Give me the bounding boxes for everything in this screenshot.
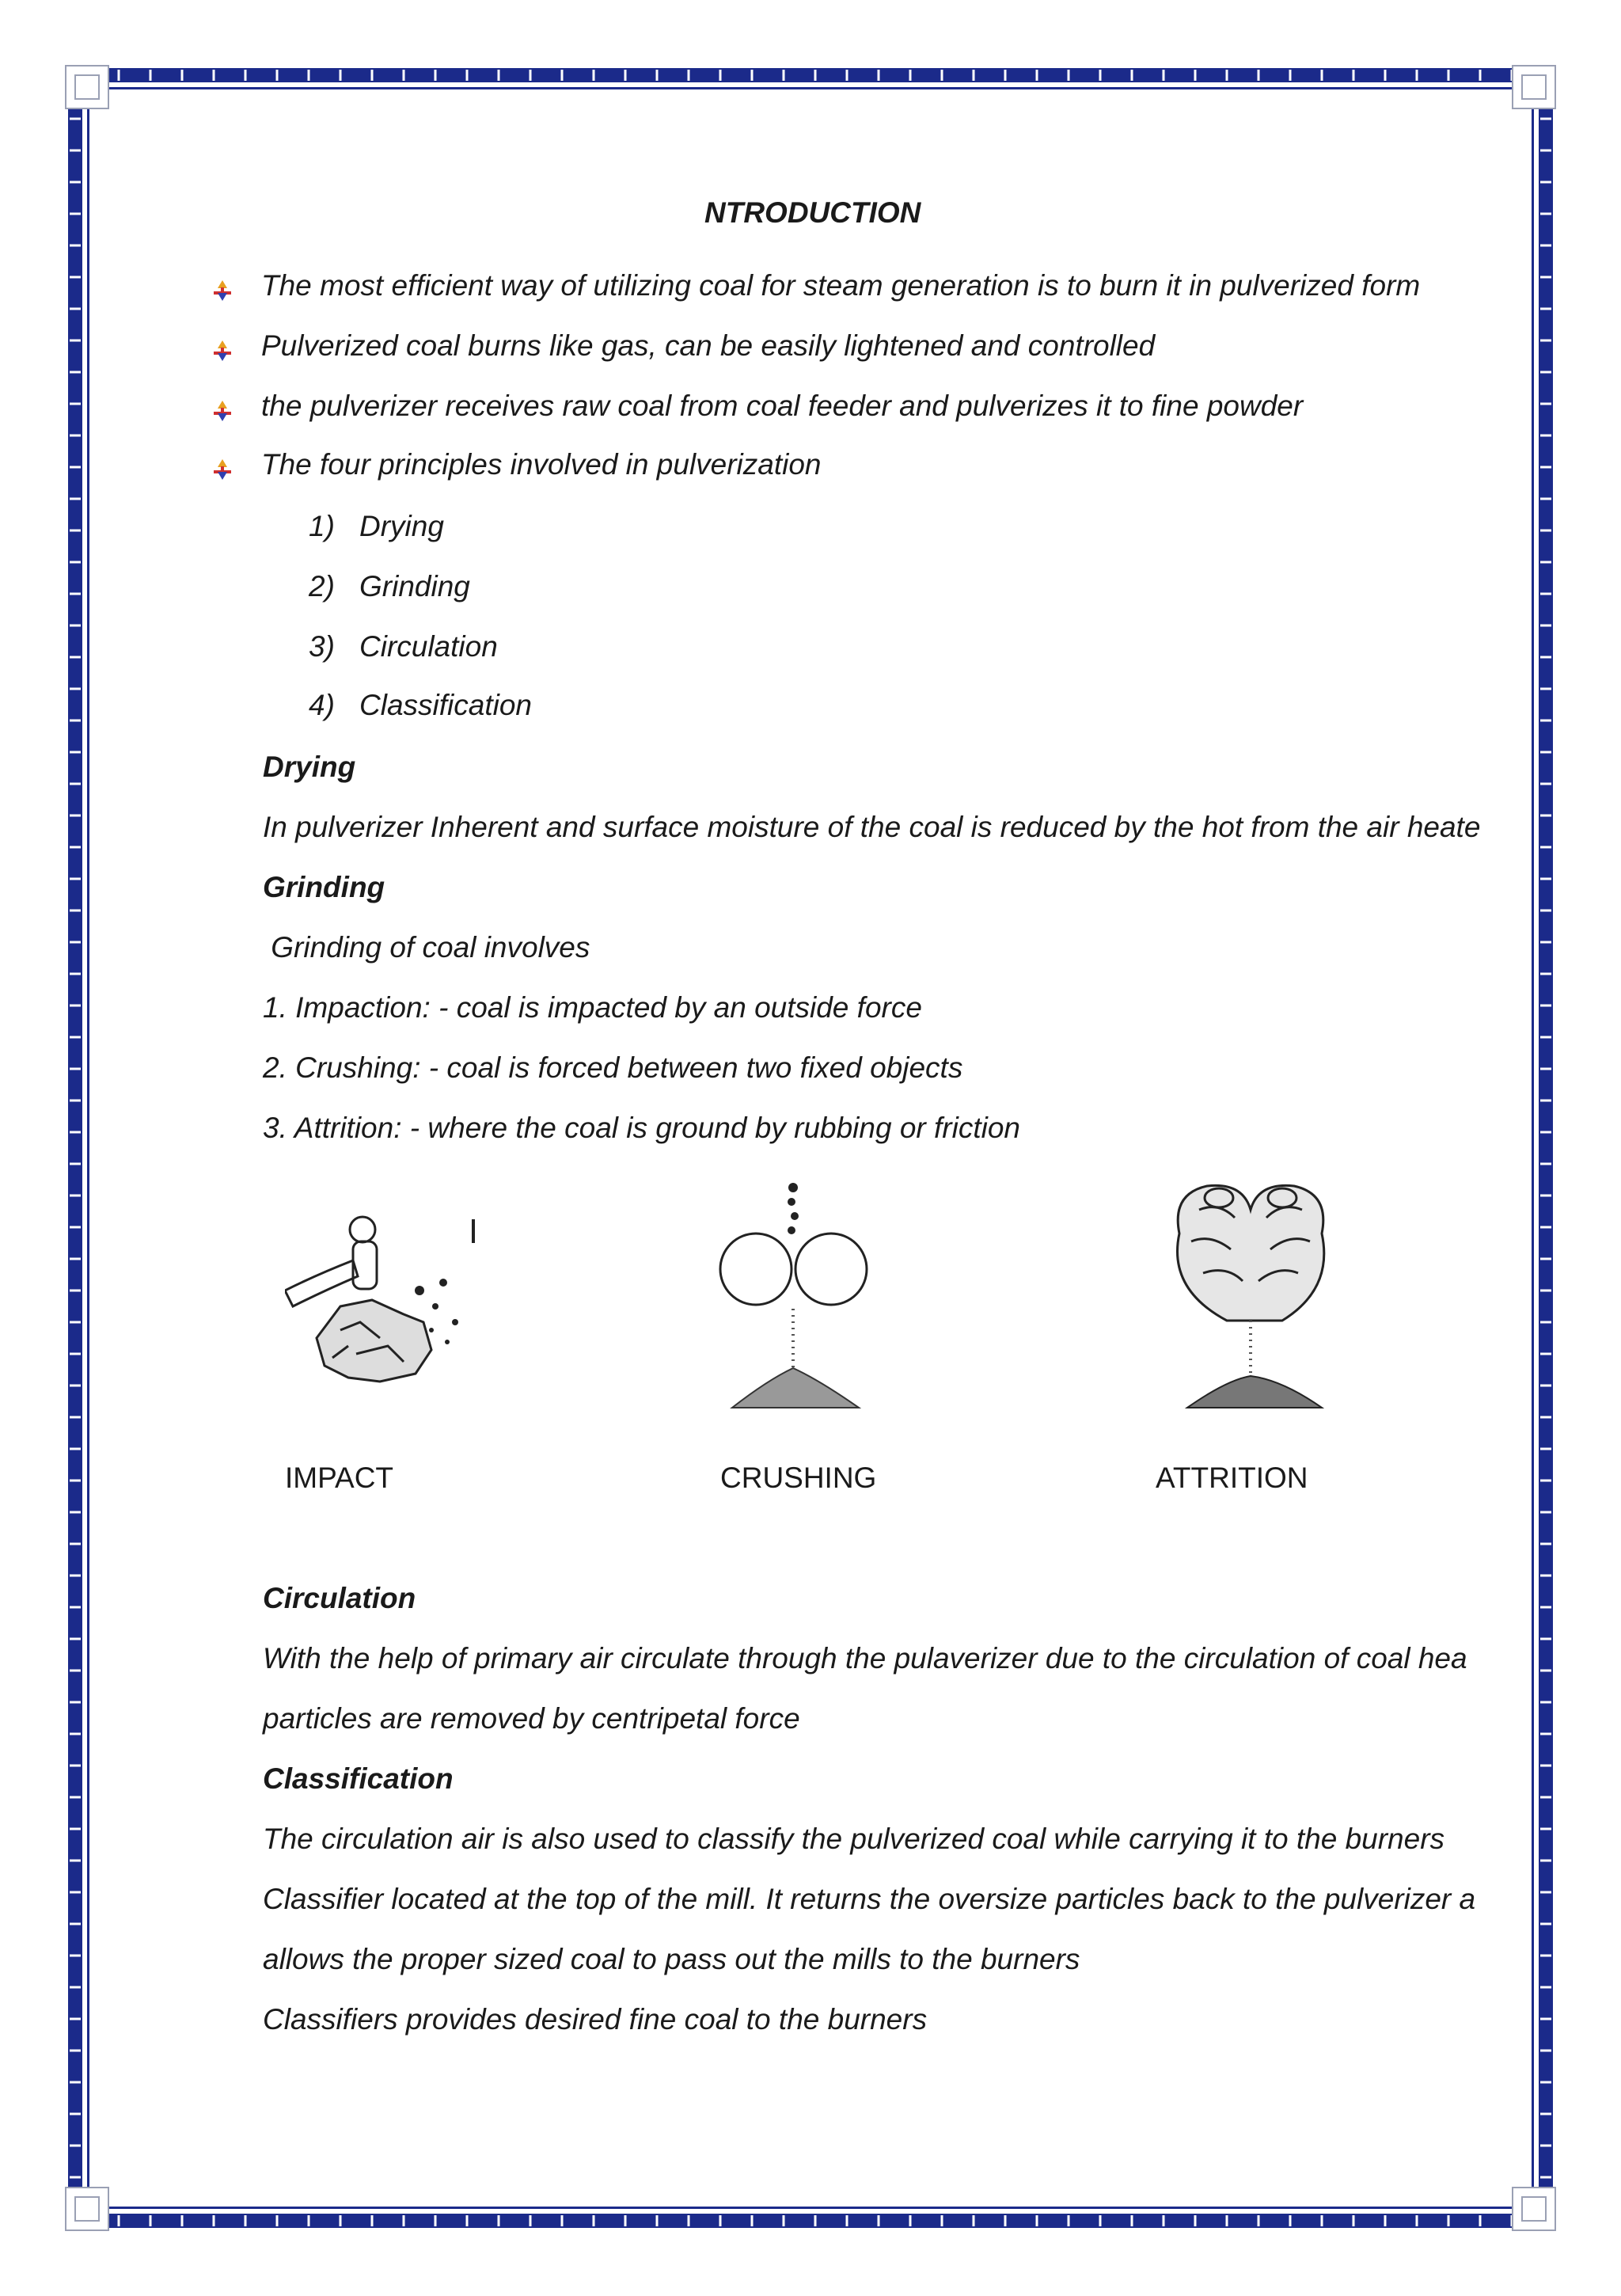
- principle-number: 4): [309, 689, 335, 721]
- corner-mark-tl: [65, 65, 109, 109]
- principle-label: Classification: [359, 689, 532, 721]
- circulation-text: With the help of primary air circulate through the pulaverizer due to the circulation of coal hea: [263, 1642, 1467, 1674]
- bullet-text: Pulverized coal burns like gas, can be easily lightened and controlled: [261, 329, 1156, 362]
- bullet-icon: [211, 339, 234, 363]
- classification-text: allows the proper sized coal to pass out the mills to the burners: [263, 1943, 1080, 1975]
- principle-label: Drying: [359, 510, 444, 542]
- corner-mark-bl: [65, 2187, 109, 2231]
- section-heading-circulation: Circulation: [263, 1582, 416, 1614]
- bullet-icon: [211, 458, 234, 481]
- corner-mark-tr: [1512, 65, 1556, 109]
- bullet-icon: [211, 279, 234, 302]
- bullet-text: the pulverizer receives raw coal from coal feeder and pulverizes it to fine powder: [261, 390, 1304, 422]
- drying-text: In pulverizer Inherent and surface moisture of the coal is reduced by the hot from the air heate: [263, 811, 1481, 843]
- grinding-item: 3. Attrition: - where the coal is ground by rubbing or friction: [263, 1112, 1020, 1144]
- classification-text: Classifiers provides desired fine coal to the burners: [263, 2003, 928, 2036]
- principle-number: 1): [309, 510, 335, 542]
- principle-label: Grinding: [359, 570, 470, 603]
- classification-text: Classifier located at the top of the mill. It returns the oversize particles back to the pulverizer a: [263, 1883, 1476, 1915]
- figure-caption-crushing: CRUSHING: [720, 1462, 877, 1494]
- page-title: NTRODUCTION: [704, 196, 921, 229]
- grinding-intro: Grinding of coal involves: [263, 931, 590, 964]
- section-heading-grinding: Grinding: [263, 871, 385, 903]
- classification-text: The circulation air is also used to classify the pulverized coal while carrying it to the burners: [263, 1823, 1445, 1855]
- circulation-text: particles are removed by centripetal force: [263, 1702, 800, 1735]
- bullet-text: The most efficient way of utilizing coal for steam generation is to burn it in pulverized form: [261, 269, 1421, 302]
- crushing-illustration: [712, 1178, 879, 1416]
- principle-label: Circulation: [359, 630, 498, 663]
- corner-mark-br: [1512, 2187, 1556, 2231]
- bullet-text: The four principles involved in pulverization: [261, 448, 822, 481]
- section-heading-classification: Classification: [263, 1762, 454, 1795]
- grinding-item: 1. Impaction: - coal is impacted by an outside force: [263, 991, 922, 1024]
- figure-caption-impact: IMPACT: [285, 1462, 394, 1494]
- figure-caption-attrition: ATTRITION: [1156, 1462, 1308, 1494]
- attrition-illustration: [1164, 1178, 1346, 1416]
- section-heading-drying: Drying: [263, 751, 356, 783]
- principle-number: 3): [309, 630, 335, 663]
- impact-illustration: [285, 1203, 483, 1401]
- grinding-item: 2. Crushing: - coal is forced between two fixed objects: [263, 1051, 963, 1084]
- bullet-icon: [211, 399, 234, 423]
- principle-number: 2): [309, 570, 335, 603]
